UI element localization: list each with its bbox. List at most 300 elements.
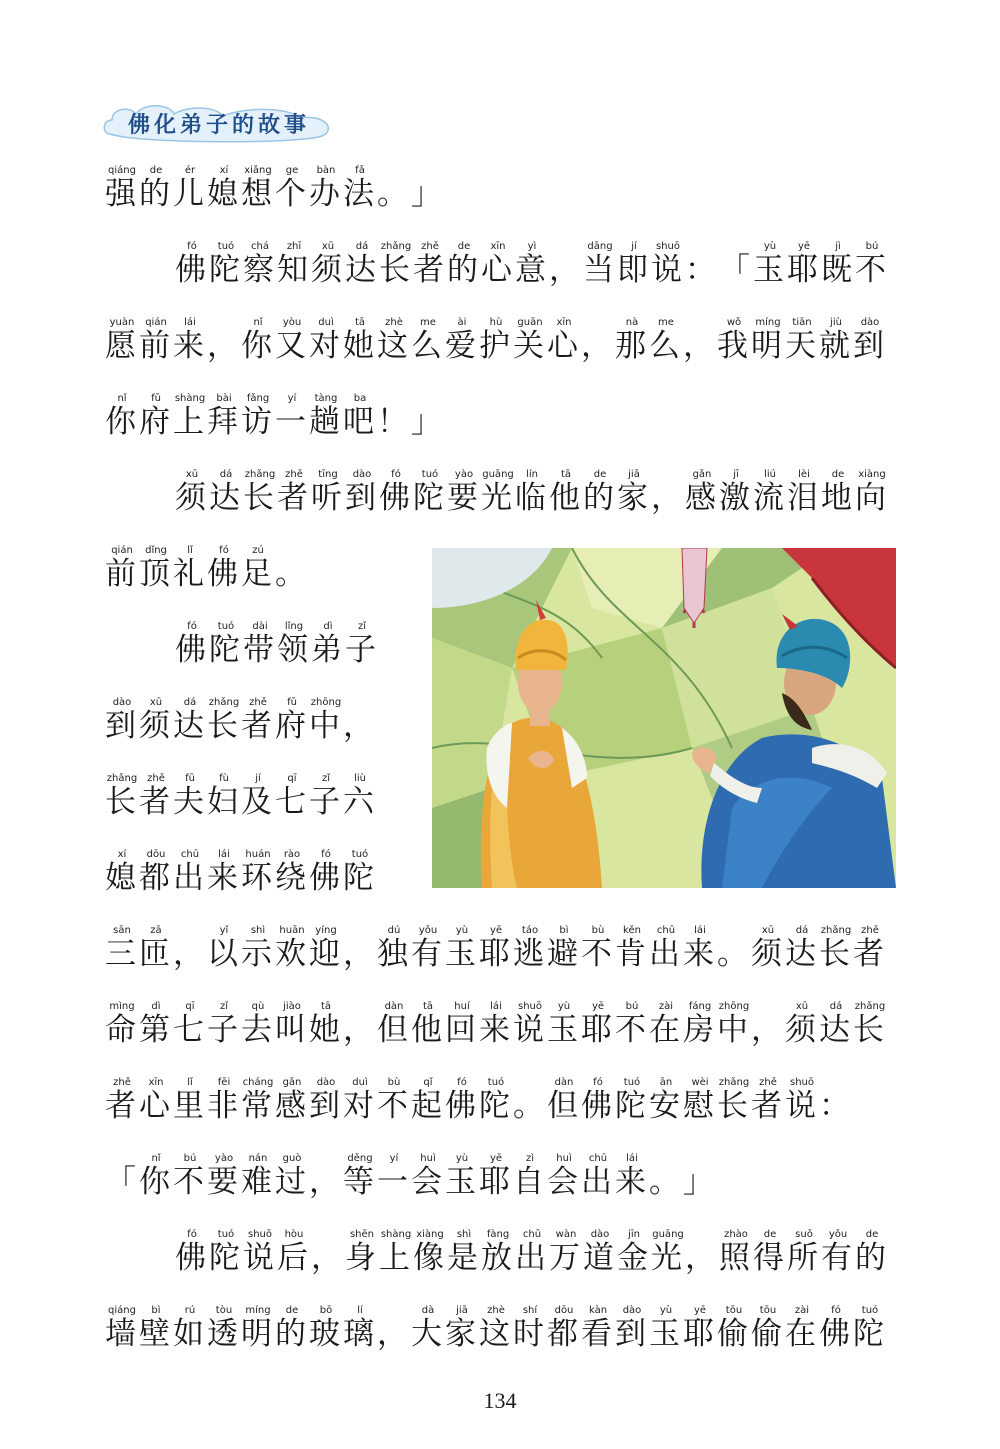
hanzi-char: 夫fū	[173, 773, 207, 820]
hanzi-char: 你nǐ	[105, 393, 139, 440]
hanzi-char: 他tā	[549, 469, 583, 516]
hanzi-char: 来lái	[615, 1153, 649, 1200]
text-line	[105, 1298, 887, 1350]
text-line	[105, 842, 377, 894]
pinyin: qī	[173, 1001, 207, 1012]
hanzi-char: 佛fó	[379, 469, 413, 516]
pinyin: qiáng	[105, 165, 139, 176]
pinyin: guān	[513, 317, 547, 328]
pinyin: jiù	[819, 317, 853, 328]
hanzi-char: 者zhě	[139, 773, 173, 820]
pinyin: tiān	[785, 317, 819, 328]
pinyin: kěn	[615, 925, 649, 936]
pinyin: nǐ	[105, 393, 139, 404]
hanzi-char: 环huán	[241, 849, 275, 896]
pinyin: xīn	[139, 1077, 173, 1088]
pinyin: guāng	[651, 1229, 685, 1240]
pinyin: lín	[515, 469, 549, 480]
hanzi-char: ，	[581, 328, 615, 364]
pinyin: táo	[513, 925, 547, 936]
page-number: 134	[483, 1388, 517, 1413]
hanzi-char: 府fǔ	[139, 393, 173, 440]
pinyin: yí	[275, 393, 309, 404]
hanzi-char: 耶yē	[581, 1001, 615, 1048]
hanzi-char: 万wàn	[549, 1229, 583, 1276]
hanzi-char: 自zì	[513, 1153, 547, 1200]
hanzi-char: 吧ba	[343, 393, 377, 440]
hanzi-char: 佛fó	[445, 1077, 479, 1124]
hanzi-char: 六liù	[343, 773, 377, 820]
hanzi-char: 金jīn	[617, 1229, 651, 1276]
hanzi-char: 么me	[411, 317, 445, 364]
hanzi-char: 。	[717, 936, 751, 972]
hanzi-char: 子zǐ	[309, 773, 343, 820]
pinyin: liù	[343, 773, 377, 784]
hanzi-char: 知zhī	[277, 241, 311, 288]
pinyin: tā	[549, 469, 583, 480]
hanzi-char: 说shuō	[513, 1001, 547, 1048]
hanzi-char: 上shàng	[379, 1229, 413, 1276]
hanzi-char: 耶yē	[479, 1153, 513, 1200]
pinyin: guò	[275, 1153, 309, 1164]
hanzi-char: 偷tōu	[751, 1305, 785, 1352]
hanzi-char: 看kàn	[581, 1305, 615, 1352]
pinyin: zhè	[479, 1305, 513, 1316]
hanzi-char: 透tòu	[207, 1305, 241, 1352]
hanzi-char: 难nán	[241, 1153, 275, 1200]
pinyin: tā	[309, 1001, 343, 1012]
hanzi-char: 佛fó	[175, 241, 209, 288]
pinyin: fó	[175, 621, 209, 632]
hanzi-char: 安ān	[649, 1077, 683, 1124]
pinyin: kàn	[581, 1305, 615, 1316]
pinyin: mìng	[105, 1001, 139, 1012]
pinyin: ba	[343, 393, 377, 404]
pinyin: dàn	[377, 1001, 411, 1012]
pinyin: huān	[275, 925, 309, 936]
hanzi-char: 」	[411, 404, 445, 440]
hanzi-char: 须xū	[139, 697, 173, 744]
hanzi-char: 带dài	[243, 621, 277, 668]
hanzi-char: 到dào	[105, 697, 139, 744]
hanzi-char: 到dào	[853, 317, 887, 364]
hanzi-char: 肯kěn	[615, 925, 649, 972]
hanzi-char: 照zhào	[719, 1229, 753, 1276]
pinyin: dōu	[139, 849, 173, 860]
pinyin: hù	[479, 317, 513, 328]
pinyin: zhǎng	[717, 1077, 751, 1088]
pinyin: bì	[139, 1305, 173, 1316]
hanzi-char: 道dào	[583, 1229, 617, 1276]
pinyin: tuó	[853, 1305, 887, 1316]
hanzi-char: 你nǐ	[241, 317, 275, 364]
hanzi-char: 我wǒ	[717, 317, 751, 364]
pinyin: xū	[139, 697, 173, 708]
pinyin: zhě	[139, 773, 173, 784]
hanzi-char: 去qù	[241, 1001, 275, 1048]
hanzi-char: 么me	[649, 317, 683, 364]
hanzi-char: 一yí	[275, 393, 309, 440]
hanzi-char: 过guò	[275, 1153, 309, 1200]
pinyin: de	[753, 1229, 787, 1240]
pinyin: dào	[615, 1305, 649, 1316]
hanzi-char: 后hòu	[277, 1229, 311, 1276]
pinyin: huán	[241, 849, 275, 860]
pinyin: sān	[105, 925, 139, 936]
pinyin: xí	[105, 849, 139, 860]
hanzi-char: 察chá	[243, 241, 277, 288]
pinyin: qián	[139, 317, 173, 328]
pinyin: xiàng	[413, 1229, 447, 1240]
pinyin: lái	[207, 849, 241, 860]
hanzi-char: 心xīn	[547, 317, 581, 364]
hanzi-char: 陀tuó	[479, 1077, 513, 1124]
hanzi-char: 他tā	[411, 1001, 445, 1048]
hanzi-char: 」	[411, 176, 445, 212]
hanzi-char: 办bàn	[309, 165, 343, 212]
pinyin: tuó	[209, 1229, 243, 1240]
hanzi-char: 「	[105, 1164, 139, 1200]
hanzi-char: ！	[377, 404, 411, 440]
pinyin: jīn	[617, 1229, 651, 1240]
hanzi-char: ，	[685, 1240, 719, 1276]
pinyin: dì	[139, 1001, 173, 1012]
hanzi-char: 常cháng	[241, 1077, 275, 1124]
hanzi-char: 得de	[753, 1229, 787, 1276]
pinyin: ài	[445, 317, 479, 328]
pinyin: jì	[821, 241, 855, 252]
pinyin: tuó	[209, 241, 243, 252]
pinyin: shì	[241, 925, 275, 936]
hanzi-char: 当dāng	[583, 241, 617, 288]
hanzi-char: 陀tuó	[615, 1077, 649, 1124]
hanzi-char: 壁bì	[139, 1305, 173, 1352]
hanzi-char: 来lái	[683, 925, 717, 972]
pinyin: me	[411, 317, 445, 328]
hanzi-char: 府fǔ	[275, 697, 309, 744]
hanzi-char: 这zhè	[377, 317, 411, 364]
pinyin: zā	[139, 925, 173, 936]
pinyin: zhōng	[717, 1001, 751, 1012]
pinyin: bài	[207, 393, 241, 404]
hanzi-char: 者zhě	[241, 697, 275, 744]
pinyin: zhǎng	[379, 241, 413, 252]
hanzi-char: 不bú	[173, 1153, 207, 1200]
pinyin: yù	[649, 1305, 683, 1316]
hanzi-char: ，	[311, 1240, 345, 1276]
hanzi-char: 说shuō	[651, 241, 685, 288]
pinyin: shàng	[379, 1229, 413, 1240]
hanzi-char: 佛fó	[175, 621, 209, 668]
pinyin: fó	[379, 469, 413, 480]
hanzi-char: 长zhǎng	[717, 1077, 751, 1124]
pinyin: shuō	[513, 1001, 547, 1012]
hanzi-char: ，	[651, 480, 685, 516]
pinyin: zài	[649, 1001, 683, 1012]
pinyin: nà	[615, 317, 649, 328]
hanzi-char: 如rú	[173, 1305, 207, 1352]
hanzi-char: 强qiáng	[105, 165, 139, 212]
pinyin: xiàng	[855, 469, 889, 480]
hanzi-char: 须xū	[751, 925, 785, 972]
hanzi-char: 。	[649, 1164, 683, 1200]
pinyin: bù	[377, 1077, 411, 1088]
pinyin: lí	[343, 1305, 377, 1316]
hanzi-char: 足zú	[241, 545, 275, 592]
hanzi-char: 达dá	[209, 469, 243, 516]
hanzi-char: 说shuō	[785, 1077, 819, 1124]
hanzi-char: 者zhě	[853, 925, 887, 972]
pinyin: dá	[345, 241, 379, 252]
hanzi-char: 的de	[583, 469, 617, 516]
hanzi-char: 大dà	[411, 1305, 445, 1352]
hanzi-char: 陀tuó	[209, 621, 243, 668]
pinyin: xū	[175, 469, 209, 480]
pinyin: nǐ	[241, 317, 275, 328]
hanzi-char: 长zhǎng	[379, 241, 413, 288]
hanzi-char: 礼lǐ	[173, 545, 207, 592]
hanzi-char: 佛fó	[207, 545, 241, 592]
hanzi-char: 叫jiào	[275, 1001, 309, 1048]
hanzi-char: 达dá	[173, 697, 207, 744]
hanzi-char: 命mìng	[105, 1001, 139, 1048]
hanzi-char: 陀tuó	[209, 241, 243, 288]
pinyin: fáng	[683, 1001, 717, 1012]
pinyin: fàng	[481, 1229, 515, 1240]
hanzi-char: 是shì	[447, 1229, 481, 1276]
pinyin: lái	[615, 1153, 649, 1164]
hanzi-char: 绕rào	[275, 849, 309, 896]
hanzi-char: 。	[275, 556, 309, 592]
hanzi-char: 意yì	[515, 241, 549, 288]
pinyin: rú	[173, 1305, 207, 1316]
hanzi-char: 中zhōng	[309, 697, 343, 744]
pinyin: děng	[343, 1153, 377, 1164]
hanzi-char: 「	[719, 252, 753, 288]
hanzi-char: 她tā	[343, 317, 377, 364]
hanzi-char: 出chū	[515, 1229, 549, 1276]
hanzi-char: 须xū	[311, 241, 345, 288]
pinyin: jí	[241, 773, 275, 784]
pinyin: zhǎng	[207, 697, 241, 708]
hanzi-char: 三sān	[105, 925, 139, 972]
hanzi-char: 愿yuàn	[105, 317, 139, 364]
text-line	[105, 690, 377, 742]
pinyin: tuó	[209, 621, 243, 632]
hanzi-char: 都dōu	[139, 849, 173, 896]
hanzi-char: 会huì	[547, 1153, 581, 1200]
hanzi-char: 及jí	[241, 773, 275, 820]
hanzi-char: 避bì	[547, 925, 581, 972]
hanzi-char: 子zǐ	[207, 1001, 241, 1048]
hanzi-char: ，	[549, 252, 583, 288]
hanzi-char: 对duì	[309, 317, 343, 364]
text-line	[175, 1222, 889, 1274]
hanzi-char: 有yǒu	[411, 925, 445, 972]
hanzi-char: ，	[683, 328, 717, 364]
pinyin: huì	[547, 1153, 581, 1164]
hanzi-char: ：	[685, 252, 719, 288]
hanzi-char: ，	[173, 936, 207, 972]
pinyin: zhě	[105, 1077, 139, 1088]
hanzi-char: 达dá	[345, 241, 379, 288]
hanzi-char: 的de	[275, 1305, 309, 1352]
pinyin: qù	[241, 1001, 275, 1012]
hanzi-char: 达dá	[819, 1001, 853, 1048]
hanzi-char: 璃lí	[343, 1305, 377, 1352]
hanzi-char: 感gǎn	[685, 469, 719, 516]
pinyin: dàn	[547, 1077, 581, 1088]
pinyin: guāng	[481, 469, 515, 480]
pinyin: dá	[785, 925, 819, 936]
pinyin: de	[275, 1305, 309, 1316]
hanzi-char: 来lái	[173, 317, 207, 364]
hanzi-char: 非fēi	[207, 1077, 241, 1124]
pinyin: yì	[515, 241, 549, 252]
hanzi-char: 家jiā	[617, 469, 651, 516]
hanzi-char: 迎yíng	[309, 925, 343, 972]
hanzi-char: 所suǒ	[787, 1229, 821, 1276]
pinyin: fó	[819, 1305, 853, 1316]
hanzi-char: 示shì	[241, 925, 275, 972]
hanzi-char: ，	[343, 708, 377, 744]
illustration-buddha-and-elder	[432, 548, 896, 888]
hanzi-char: 不bú	[615, 1001, 649, 1048]
pinyin: yí	[377, 1153, 411, 1164]
hanzi-char: 长zhǎng	[853, 1001, 887, 1048]
pinyin: yǐ	[207, 925, 241, 936]
pinyin: fǔ	[139, 393, 173, 404]
pinyin: lái	[479, 1001, 513, 1012]
pinyin: tuó	[413, 469, 447, 480]
text-line	[175, 462, 889, 514]
hanzi-char: 等děng	[343, 1153, 377, 1200]
pinyin: ge	[275, 165, 309, 176]
pinyin: me	[649, 317, 683, 328]
hanzi-char: 来lái	[479, 1001, 513, 1048]
hanzi-char: 心xīn	[481, 241, 515, 288]
hanzi-char: 耶yē	[683, 1305, 717, 1352]
hanzi-char: 陀tuó	[343, 849, 377, 896]
hanzi-char: 长zhǎng	[105, 773, 139, 820]
pinyin: qǐ	[411, 1077, 445, 1088]
hanzi-char: 陀tuó	[413, 469, 447, 516]
hanzi-char: 她tā	[309, 1001, 343, 1048]
pinyin: lái	[683, 925, 717, 936]
hanzi-char: 耶yē	[479, 925, 513, 972]
pinyin: zhǎng	[853, 1001, 887, 1012]
pinyin: huì	[411, 1153, 445, 1164]
pinyin: lǐ	[173, 545, 207, 556]
hanzi-char: 者zhě	[413, 241, 447, 288]
hanzi-char: 。	[513, 1088, 547, 1124]
pinyin: shuō	[651, 241, 685, 252]
pinyin: shēn	[345, 1229, 379, 1240]
hanzi-char: 玉yù	[649, 1305, 683, 1352]
pinyin: gǎn	[275, 1077, 309, 1088]
hanzi-char: 出chū	[581, 1153, 615, 1200]
pinyin: yē	[479, 925, 513, 936]
pinyin: dá	[209, 469, 243, 480]
pinyin: xiǎng	[241, 165, 275, 176]
pinyin: chū	[649, 925, 683, 936]
hanzi-char: 玉yù	[547, 1001, 581, 1048]
pinyin: zì	[513, 1153, 547, 1164]
pinyin: lái	[173, 317, 207, 328]
hanzi-char: 欢huān	[275, 925, 309, 972]
pinyin: jiā	[617, 469, 651, 480]
hanzi-char: 。	[377, 176, 411, 212]
hanzi-char: 」	[683, 1164, 717, 1200]
pinyin: zhě	[277, 469, 311, 480]
pinyin: wǒ	[717, 317, 751, 328]
pinyin: de	[583, 469, 617, 480]
hanzi-char: 关guān	[513, 317, 547, 364]
pinyin: tōu	[717, 1305, 751, 1316]
hanzi-char: 须xū	[785, 1001, 819, 1048]
pinyin: zhào	[719, 1229, 753, 1240]
hanzi-char: 要yào	[447, 469, 481, 516]
pinyin: de	[855, 1229, 889, 1240]
hanzi-char: 起qǐ	[411, 1077, 445, 1124]
hanzi-char: ，	[343, 1012, 377, 1048]
pinyin: lǐng	[277, 621, 311, 632]
pinyin: wèi	[683, 1077, 717, 1088]
pinyin: zài	[785, 1305, 819, 1316]
pinyin: yào	[207, 1153, 241, 1164]
hanzi-char: 媳xí	[207, 165, 241, 212]
hanzi-char: 身shēn	[345, 1229, 379, 1276]
text-line	[105, 766, 377, 818]
hanzi-char: 就jiù	[819, 317, 853, 364]
hanzi-char: 趟tàng	[309, 393, 343, 440]
hanzi-char: 都dōu	[547, 1305, 581, 1352]
pinyin: dú	[377, 925, 411, 936]
hanzi-char: 要yào	[207, 1153, 241, 1200]
pinyin: yíng	[309, 925, 343, 936]
pinyin: duì	[343, 1077, 377, 1088]
hanzi-char: 拜bài	[207, 393, 241, 440]
pinyin: zhǎng	[819, 925, 853, 936]
hanzi-char: 的de	[139, 165, 173, 212]
pinyin: de	[821, 469, 855, 480]
hanzi-char: 不bú	[855, 241, 889, 288]
hanzi-char: 在zài	[785, 1305, 819, 1352]
hanzi-char: 须xū	[175, 469, 209, 516]
hanzi-char: ：	[819, 1088, 853, 1124]
pinyin: jiā	[445, 1305, 479, 1316]
pinyin: xí	[207, 165, 241, 176]
hanzi-char: 妇fù	[207, 773, 241, 820]
pinyin: bú	[615, 1001, 649, 1012]
pinyin: xū	[785, 1001, 819, 1012]
hanzi-char: 偷tōu	[717, 1305, 751, 1352]
pinyin: qián	[105, 545, 139, 556]
hanzi-char: 佛fó	[309, 849, 343, 896]
text-line	[105, 158, 445, 210]
hanzi-char: 耶yē	[787, 241, 821, 288]
hanzi-char: 出chū	[173, 849, 207, 896]
pinyin: lǐ	[173, 1077, 207, 1088]
pinyin: ér	[173, 165, 207, 176]
hanzi-char: 顶dǐng	[139, 545, 173, 592]
hanzi-char: 流liú	[753, 469, 787, 516]
hanzi-char: 你nǐ	[139, 1153, 173, 1200]
hanzi-char: 子zǐ	[345, 621, 379, 668]
pinyin: xīn	[481, 241, 515, 252]
pinyin: gǎn	[685, 469, 719, 480]
hanzi-char: 匝zā	[139, 925, 173, 972]
